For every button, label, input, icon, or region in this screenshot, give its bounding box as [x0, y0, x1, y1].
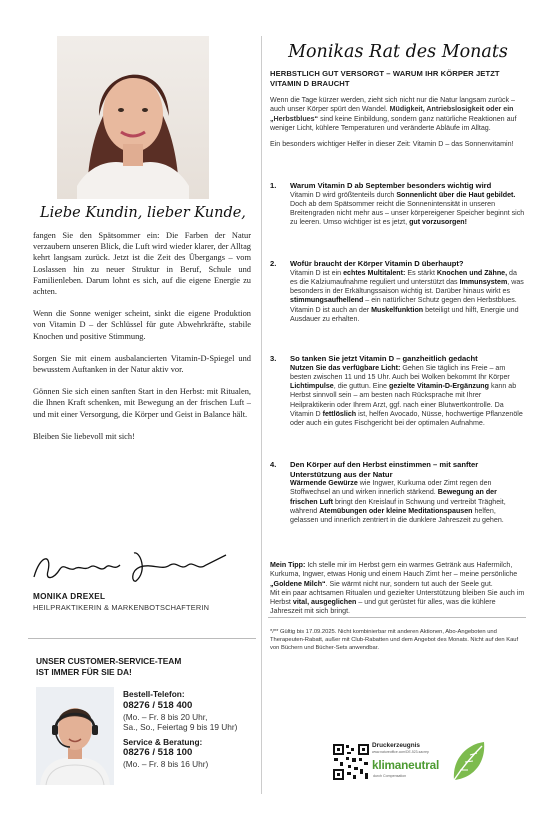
badge-label: klimaneutral: [372, 758, 440, 772]
advice-subtitle: HERBSTLICH GUT VERSORGT – WARUM IHR KÖRPER JETZT VITAMIN D BRAUCHT: [270, 69, 500, 88]
section-divider: [268, 617, 526, 618]
letter-paragraph: Gönnen Sie sich einen sanften Start in den Herbst: mit Ritualen, die Ihnen Kraft schenken, mit Bewegung an der frischen Luft – und mit einer Versorgung, die Körper und Geist in Balance hält.: [33, 387, 251, 419]
contact-info: [123, 689, 258, 770]
signature-role: HEILPRAKTIKERIN & MARKENBOTSCHAFTERIN: [33, 603, 210, 612]
portrait-photo: [57, 36, 209, 199]
badge-subtitle: durch Compensation: [373, 774, 407, 778]
order-phone-number[interactable]: 08276 / 518 400: [123, 699, 193, 711]
badge-title: Druckerzeugnis: [372, 742, 420, 749]
section-heading: Den Körper auf den Herbst einstimmen – mit sanfter Unterstützung aus der Natur: [290, 460, 479, 479]
service-agent-photo: [36, 687, 114, 785]
leaf-icon: [448, 740, 488, 784]
letter-paragraph: Bleiben Sie liebevoll mit sich!: [33, 431, 135, 441]
section-heading: Warum Vitamin D ab September besonders wichtig wird: [290, 181, 492, 190]
advice-section-2: 2. Wofür braucht der Körper Vitamin D überhaupt? Vitamin D ist ein echtes Multitalent: Es stärkt Knochen und Zähne, da es die Kalziumaufnahme reguliert und unterstützt das Immunsystem, was besonders in der Erkältungssaison wichtig ist. Darüber hinaus wirkt es stimmungsaufhellend – ein natürlicher Schutz gegen den Herbstblues. Vitamin D ist auch an der Muskelfunktion beteiligt und hilft, Energie und Ausdauer zu erhalten.: [270, 259, 526, 324]
advice-section-1: 1. Warum Vitamin D ab September besonders wichtig wird Vitamin D wird größtenteils durch Sonnenlicht über die Haut gebildet. Doch ab dem Spätsommer reicht die Sonnenintensität in unseren Breitengraden nicht mehr aus – unser körpereigener Speicher beginnt sich zu leeren. Umso wichtiger ist es jetzt, gut vorzusorgen!: [270, 181, 525, 227]
section-divider: [28, 638, 256, 639]
service-title: UNSER CUSTOMER-SERVICE-TEAM IST IMMER FÜR SIE DA!: [36, 656, 182, 677]
section-heading: So tanken Sie jetzt Vitamin D – ganzheitlich gedacht: [290, 354, 478, 363]
letter-paragraph: Sorgen Sie mit einem ausbalancierten Vitamin-D-Spiegel und bewusstem Auftanken in der Natur aktiv vor.: [33, 353, 251, 375]
advice-phone-label: Service & Beratung:: [123, 736, 203, 747]
advice-intro: Wenn die Tage kürzer werden, zieht sich nicht nur die Natur langsam zurück – auch unser Körper spürt den Wandel. Müdigkeit, Antriebslosigkeit oder ein „Herbstblues“ sind keine Einbildung, sondern ganz natürliche Reaktionen auf weniger Licht, kühlere Temperaturen und veränderte Abläufe im Alltag. Ein besonders wichtiger Helfer in dieser Zeit: Vitamin D – das Sonnenvitamin!: [270, 96, 517, 148]
order-hours: Sa., So., Feiertag 9 bis 19 Uhr): [123, 722, 238, 733]
handwritten-signature: [30, 541, 230, 587]
advice-section-4: 4. Den Körper auf den Herbst einstimmen – mit sanfter Unterstützung aus der Natur Wärmende Gewürze wie Ingwer, Kurkuma oder Zimt regen den Stoffwechsel an und wirken innerlich stärkend. Bewegung an der frischen Luft bringt den Kreislauf in Schwung und vertreibt Trägheit, während Atemübungen oder kleine Meditationspausen helfen, gelassen und innerlich zentriert in die dunklere Jahreszeit zu gehen.: [270, 460, 526, 526]
advice-hours: (Mo. – Fr. 8 bis 16 Uhr): [123, 759, 209, 770]
qr-code-icon[interactable]: [332, 743, 370, 781]
footnote: */** Gültig bis 17.09.2025. Nicht kombinierbar mit anderen Aktionen, Abo-Angeboten und Therapeuten-Rabatt, außer mit Club-Rabatten und dem Angebot des Monats. Nicht auf den Kauf von Büchern und Bücher-Sets anwendbar.: [270, 629, 519, 651]
order-hours: (Mo. – Fr. 8 bis 20 Uhr,: [123, 711, 208, 722]
badge-url[interactable]: www.natureoffice.com/DE-523-sacrep: [372, 750, 429, 754]
advice-phone-number[interactable]: 08276 / 518 100: [123, 747, 193, 759]
letter-paragraph: Wenn die Sonne weniger scheint, sinkt die eigene Produktion von Vitamin D – der Schlüssel für gute Abwehrkräfte, stabile Knochen und positive Stimmung.: [33, 309, 251, 341]
advice-section-3: 3. So tanken Sie jetzt Vitamin D – ganzheitlich gedacht Nutzen Sie das verfügbare Licht: Gehen Sie täglich ins Freie – am besten zwischen 11 und 15 Uhr. Auch bei Wolken bekommt Ihr Körper Lichtimpulse, die guttun. Eine gezielte Vitamin-D-Ergänzung kann ab Herbst sinnvoll sein – am besten nach Rücksprache mit Ihrer Heilpraktikerin oder Ihrem Arzt, ggf. nach einer Blutwertkontrolle. Da Vitamin D fettlöslich ist, helfen Avocado, Nüsse, hochwertige Pflanzenöle oder auch ein gutes Fischgericht bei der optimalen Aufnahme.: [270, 354, 526, 429]
advice-title: Monikas Rat des Monats: [288, 42, 508, 62]
section-heading: Wofür braucht der Körper Vitamin D überhaupt?: [290, 259, 464, 268]
order-phone-label: Bestell-Telefon:: [123, 689, 185, 699]
salutation: Liebe Kundin, lieber Kunde,: [40, 205, 246, 221]
column-divider: [261, 36, 262, 794]
personal-tip: Mein Tipp: Ich stelle mir im Herbst gern ein warmes Getränk aus Hafermilch, Kurkuma, Ingwer, etwas Honig und einem Hauch Zimt her – meine persönliche „Goldene Milch“. Sie wärmt nicht nur, sondern tut auch der Seele gut. Mit ein paar achtsamen Ritualen und gezielter Unterstützung bleiben Sie auch im Herbst vital, ausgeglichen – und gut gerüstet für alles, was die kühlere Jahreszeit mit sich bringt.: [270, 561, 525, 616]
letter-body: [33, 230, 251, 453]
signature-name: MONIKA DREXEL: [33, 592, 106, 601]
letter-paragraph: fangen Sie den Spätsommer ein: Die Farben der Natur verzaubern unseren Blick, die Luft wird wieder klarer, der Alltag kehrt langsam zurück. Jetzt ist die Zeit des Übergangs – vom Loslassen hin zu neuer Struktur in Beruf, Schule und Familienleben. Darum lohnt es sich, auf die eigene Energie zu achten.: [33, 231, 251, 297]
